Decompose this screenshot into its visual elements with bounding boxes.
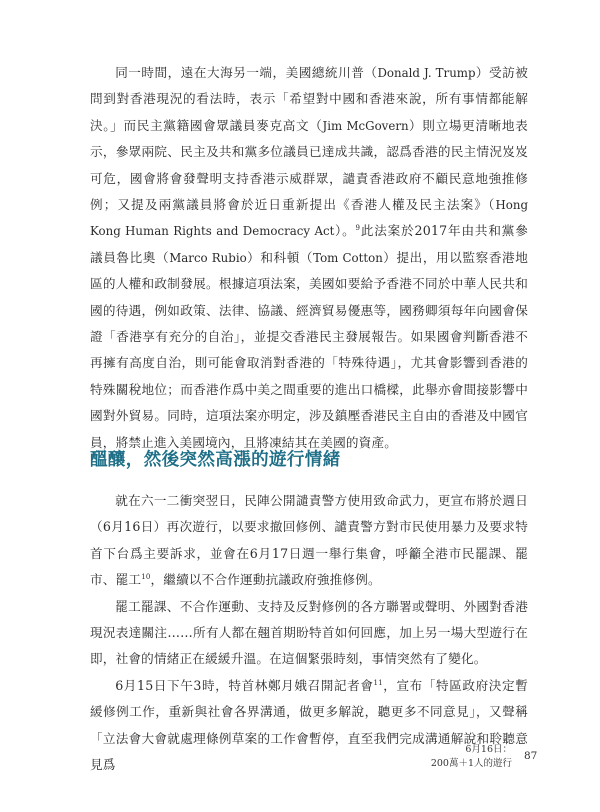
- section-heading: 醞釀，然後突然高漲的遊行情緒: [90, 450, 341, 470]
- english-name: Donald J. Trump: [377, 66, 476, 80]
- english-name: Tom Cotton: [313, 250, 383, 265]
- text-run: ，繼續以不合作運動抗議政府強推修例。: [150, 572, 381, 588]
- text-run: 此法案於2017年由共和黨參議員魯比奧（: [90, 223, 528, 265]
- paragraph-rising-tension: 罷工罷課、不合作運動、支持及反對修例的各方聯署或聲明、外國對香港現況表達關注……所有人都在翹首期盼特首如何回應，加上另一場大型遊行在即，社會的情緒正在緩緩升溫。在這個緊張時刻，事情突然有了變化。: [90, 598, 528, 667]
- page-number: 87: [524, 750, 538, 762]
- footnote-marker: 11: [373, 678, 383, 687]
- chapter-running-footer: [430, 743, 512, 771]
- footnote-marker: 10: [141, 573, 151, 582]
- text-run: ）和科頓（: [246, 249, 314, 265]
- paragraph-civil-front-march: [90, 488, 528, 594]
- text-run: ）受訪被問到對香港現況的看法時，表示「希望對中國和香港來說，所有事情都能解決。」而民主黨籍國會眾議員麥克高文（: [90, 65, 528, 133]
- paragraph-trump-and-congress: [90, 60, 528, 456]
- chapter-title-line-2: 200萬＋1人的遊行: [430, 758, 512, 769]
- body-text-bottom: [90, 488, 528, 778]
- text-run: ）提出，用以監察香港地區的人權和政制發展。根據這項法案，美國如要給予香港不同於中華人民共和國的待遇，例如政策、法律、協議、經濟貿易優惠等，國務卿須每年向國會保證「香港享有充分的自治」，並提交香港民主發展報告。如果國會判斷香港不再擁有高度自治，則可能會取消對香港的「特殊待遇」，尤其會影響到香港的特殊關稅地位；而香港作爲中美之間重要的進出口橋樑，此舉亦會間接影響中國對外貿易。同時，這項法案亦明定，涉及鎮壓香港民主自由的香港及中國官員，將禁止進入美國境內，且將凍結其在美國的資產。: [90, 249, 529, 450]
- english-act-name: Hong Kong Human Rights and Democracy Act: [90, 198, 528, 239]
- text-run: ）。: [334, 223, 356, 239]
- text-run: ，宣布「特區政府決定暫緩修例工作，重新與社會各界溝通，做更多解說，聽更多不同意見」，又聲稱「立法會大會就處理條例草案的工作會暫停，直至我們完成溝通解說和聆聽意見爲: [90, 677, 528, 773]
- text-run: 同一時間，遠在大海另一端，美國總統川普（: [115, 65, 378, 80]
- chapter-title-line-1: 6月16日：: [465, 744, 512, 755]
- body-text-top: [90, 60, 528, 456]
- text-run: 6月15日下午3時，特首林鄭月娥召開記者會: [115, 677, 374, 693]
- text-run: 就在六一二衝突翌日，民陣公開譴責警方使用致命武力，更宣布將於週日（6月16日）再次遊行，以要求撤回修例、譴責警方對市民使用暴力及要求特首下台爲主要訴求，並會在6月17日週一舉行集會，呼籲全港市民罷課、罷市、罷工: [90, 493, 528, 588]
- text-run: ）則立場更清晰地表示，參眾兩院、民主及共和黨多位議員已達成共識，認爲香港的民主情況岌岌可危，國會將會發聲明支持香港示威群眾，譴責香港政府不顧民意地強推修例；又提及兩黨議員將會於近日重新提出《香港人權及民主法案》（: [90, 117, 528, 213]
- english-name: Marco Rubio: [169, 250, 247, 265]
- english-name: Jim McGovern: [322, 118, 409, 133]
- footnote-marker: 9: [355, 224, 361, 233]
